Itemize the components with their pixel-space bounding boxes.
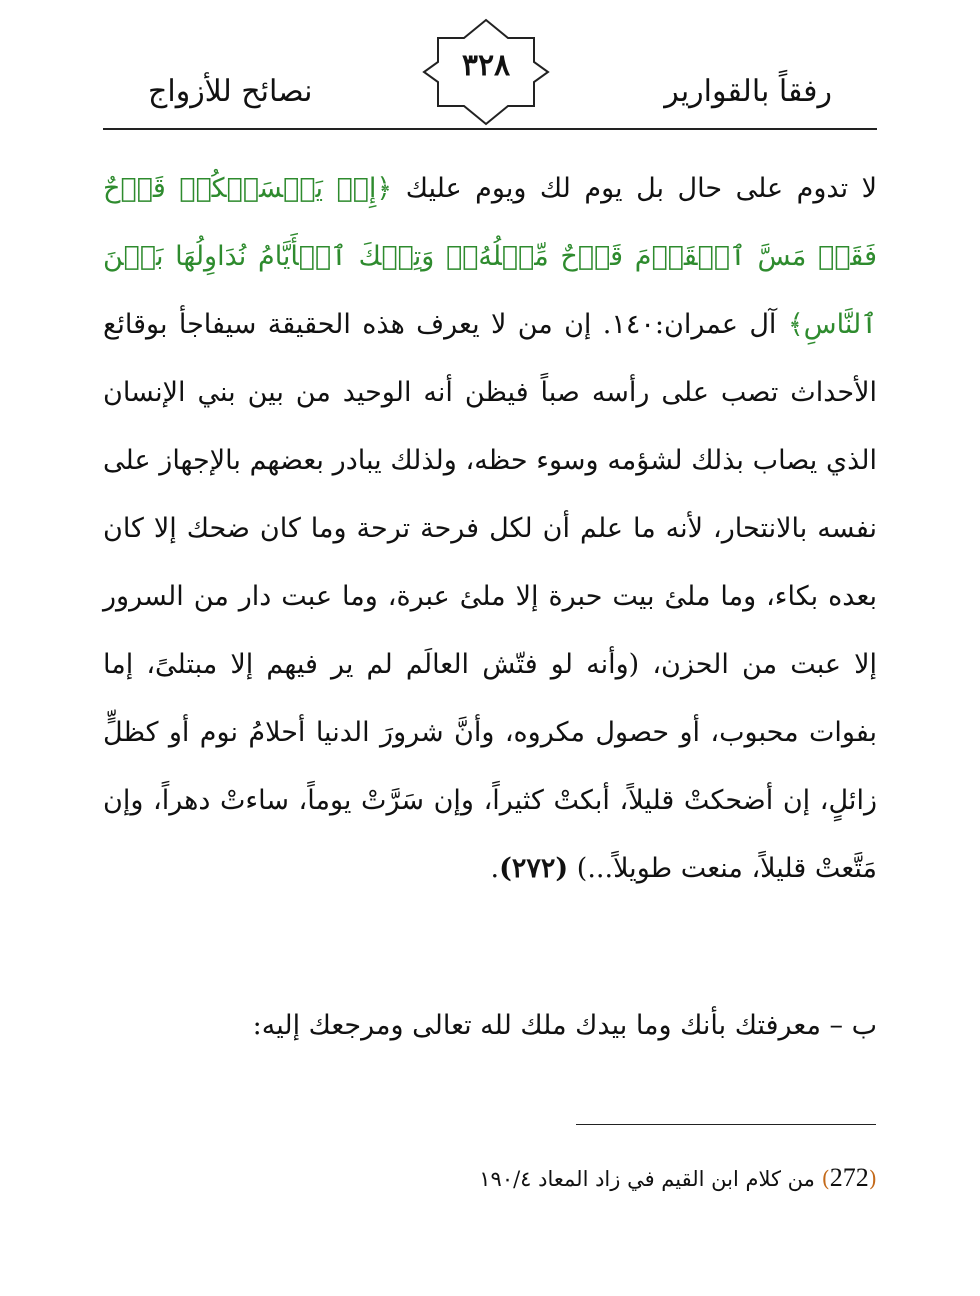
footnote-paren-open: ( [868,1167,877,1191]
section-subheading: ب – معرفتك بأنك وما بيدك ملك لله تعالى ومرجعك إليه: [252,1010,877,1041]
book-title: رفقاً بالقوارير [664,74,832,109]
page-number: ٣٢٨ [461,48,511,83]
header-divider [103,128,877,130]
footnote [479,1163,877,1193]
footnote-reference[interactable]: (٢٧٢) [499,853,569,884]
main-text [103,155,877,903]
paragraph-text-intro: لا تدوم على حال بل يوم لك ويوم عليك [392,173,877,204]
footnote-divider [576,1124,876,1125]
footnote-paren-close: ) [821,1167,830,1191]
page-header [0,0,980,135]
paragraph-end: . [490,853,500,884]
paragraph-text-main: آل عمران:١٤٠. إن من لا يعرف هذه الحقيقة سيفاجأ بوقائع الأحداث تصب على رأسه صباً فيظن أنه الوحيد من بين بني الإنسان الذي يصاب بذلك لشؤمه وسوء حظه، ولذلك يبادر بعضهم بالإجهاز على نفسه بالانتحار، لأنه ما علم أن لكل فرحة ترحة وما كان ضحك إلا كان بعده بكاء، وما ملئ بيت حبرة إلا ملئ عبرة، وما عبت دار من السرور إلا عبت من الحزن، (وأنه لو فتّش العالَم لم ير فيهم إلا مبتلىً، إما بفوات محبوب، أو حصول مكروه، وأنَّ شرورَ الدنيا أحلامُ نوم أو كظلٍّ زائلٍ، إن أضحكتْ قليلاً، أبكتْ كثيراً، وإن سَرَّتْ يوماً، ساءتْ دهراً، وإن مَتَّعتْ قليلاً، منعت طويلاً...) [103,309,877,884]
page-number-badge [422,18,550,126]
footnote-number: 272 [829,1163,869,1192]
footnote-text: من كلام ابن القيم في زاد المعاد ١٩٠/٤ [479,1167,822,1191]
chapter-title: نصائح للأزواج [148,74,313,109]
body-paragraph [103,155,877,903]
quran-verse: ﴿إِنۡ يَمۡسَسۡكُمۡ قَرۡحٌ فَقَدۡ مَسَّ ٱلۡقَوۡمَ قَرۡحٌ مِّثۡلُهُۥۚ وَتِلۡكَ ٱلۡأَيَّامُ نُدَاوِلُهَا بَيۡنَ ٱلنَّاسِ﴾ [103,173,878,340]
